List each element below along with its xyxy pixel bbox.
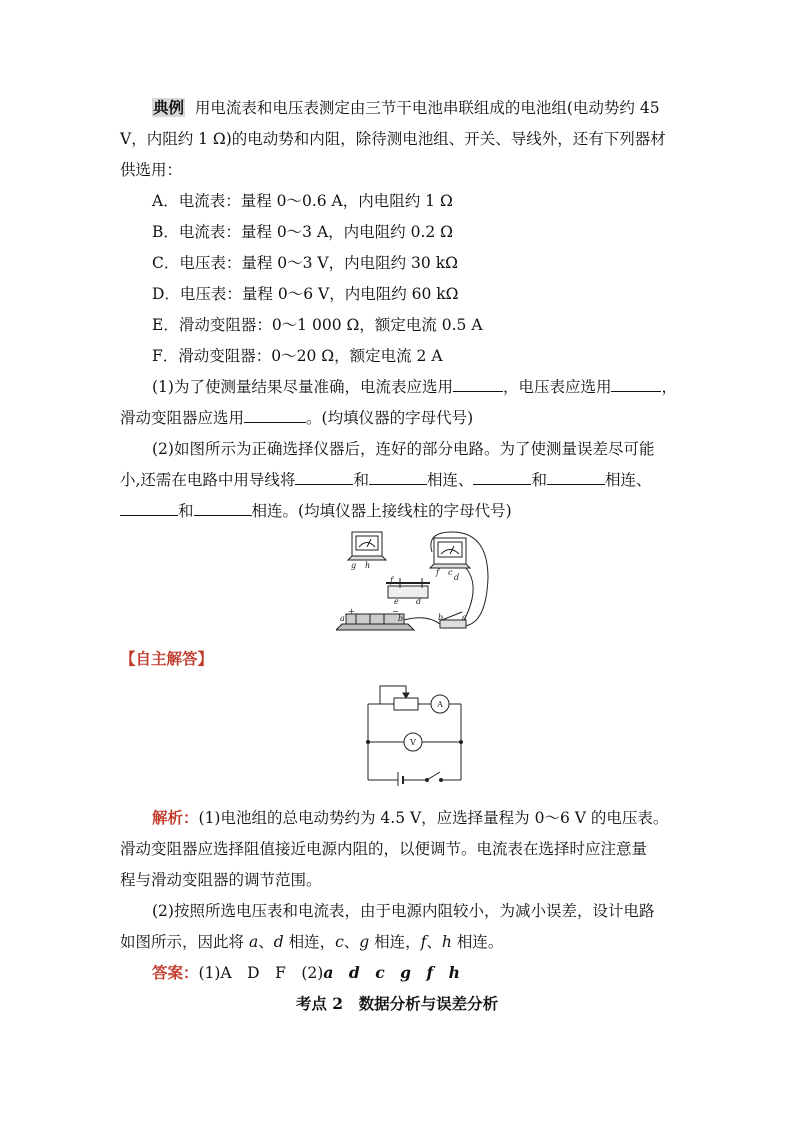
self-answer-heading: 【自主解答】 — [120, 649, 214, 668]
answer-blank[interactable] — [473, 470, 531, 485]
svg-text:e: e — [394, 597, 399, 606]
q1-line-2: 滑动变阻器应选用 。(均填仪器的字母代号) — [120, 409, 474, 427]
svg-text:b: b — [438, 613, 444, 622]
answer-blank[interactable] — [244, 408, 306, 423]
svg-text:d: d — [416, 597, 422, 606]
option-d: D．电压表：量程 0～6 V，内电阻约 60 kΩ — [152, 285, 459, 303]
option-f: F．滑动变阻器：0～20 Ω，额定电流 2 A — [152, 347, 443, 365]
switch-symbol — [427, 772, 440, 780]
physical-circuit-figure — [336, 528, 496, 640]
analysis-line-2: 滑动变阻器应选择阻值接近电源内阻的，以便调节。电流表在选择时应注意量 — [120, 840, 648, 858]
q2-line-2: 小,还需在电路中用导线将 和 相连、 和 相连、 — [120, 471, 652, 489]
option-b: B．电流表：量程 0～3 A，内电阻约 0.2 Ω — [152, 223, 454, 241]
svg-text:g: g — [351, 561, 357, 570]
section-title: 考点 2 数据分析与误差分析 — [295, 994, 499, 1013]
svg-text:c: c — [462, 613, 467, 622]
answer-blank[interactable] — [547, 470, 605, 485]
analysis-line-3: 程与滑动变阻器的调节范围。 — [120, 871, 322, 889]
option-a: A．电流表：量程 0～0.6 A，内电阻约 1 Ω — [152, 192, 453, 210]
svg-text:f: f — [390, 576, 393, 585]
answer-label: 答案： — [152, 963, 199, 982]
answer-blank[interactable] — [611, 377, 661, 392]
option-c: C．电压表：量程 0～3 V，内电阻约 30 kΩ — [152, 254, 458, 272]
svg-text:+: + — [348, 607, 355, 616]
answer-blank[interactable] — [453, 377, 503, 392]
svg-text:d: d — [454, 573, 460, 582]
example-tag: 典例 — [153, 98, 185, 117]
svg-text:A: A — [437, 700, 443, 709]
analysis-line-1: 解析：(1)电池组的总电动势约为 4.5 V，应选择量程为 0～6 V 的电压表。 — [152, 808, 669, 827]
q1-line-1: (1)为了使测量结果尽量准确，电流表应选用 ，电压表应选用 ， — [152, 378, 677, 396]
analysis-label: 解析： — [152, 808, 199, 827]
svg-text:−: − — [392, 607, 399, 616]
circuit-schematic-figure — [360, 680, 470, 786]
question-line-3: 供选用： — [120, 161, 183, 179]
analysis2-line-2: 如图所示，因此将 a、d 相连，c、g 相连，f、h 相连。 — [120, 933, 504, 951]
question-line-1: 典例 用电流表和电压表测定由三节干电池串联组成的电池组(电动势约 45 — [153, 98, 660, 117]
svg-text:b: b — [398, 614, 404, 623]
option-e: E．滑动变阻器：0～1 000 Ω，额定电流 0.5 A — [152, 316, 483, 334]
svg-text:V: V — [410, 738, 416, 747]
answer-line: 答案：(1)A D F (2)a d c g f h — [152, 963, 460, 982]
rheostat-symbol — [394, 698, 418, 710]
question-line-2: V，内阻约 1 Ω)的电动势和内阻，除待测电池组、开关、导线外，还有下列器材 — [120, 130, 666, 148]
answer-blank[interactable] — [369, 470, 427, 485]
svg-text:f: f — [436, 568, 439, 577]
answer-blank[interactable] — [295, 470, 353, 485]
answer-blank[interactable] — [194, 501, 252, 516]
answer-blank[interactable] — [120, 501, 178, 516]
svg-text:c: c — [448, 568, 453, 577]
q2-line-3: 和 相连。(均填仪器上接线柱的字母代号) — [120, 501, 680, 521]
analysis2-line-1: (2)按照所选电压表和电流表，由于电源内阻较小，为减小误差，设计电路 — [152, 902, 655, 920]
svg-text:a: a — [340, 614, 345, 623]
q2-line-1: (2)如图所示为正确选择仪器后，连好的部分电路。为了使测量误差尽可能 — [152, 440, 655, 458]
svg-text:h: h — [365, 561, 371, 570]
